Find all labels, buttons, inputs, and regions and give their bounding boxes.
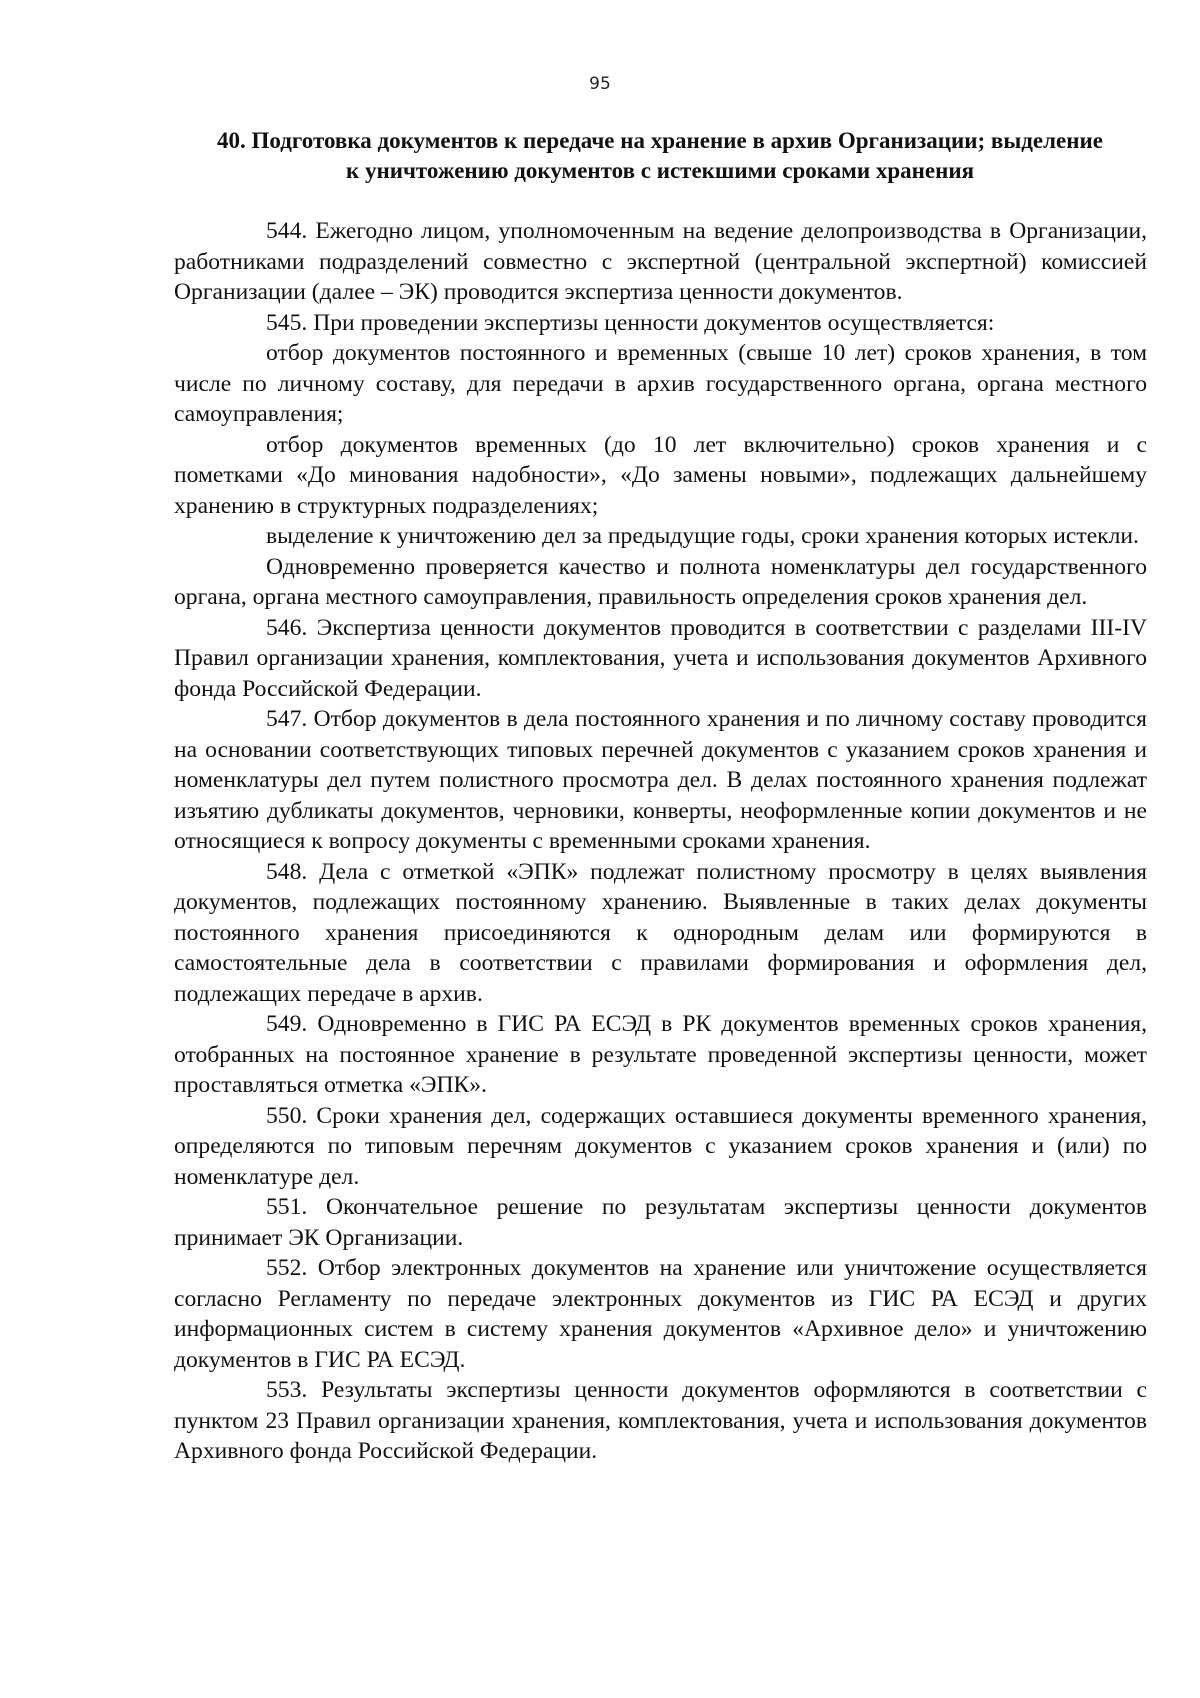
paragraph-551: 551. Окончательное решение по результатам экспертизы ценности документов принимает ЭК Организации.	[174, 1194, 1147, 1251]
section-heading	[170, 126, 1150, 186]
section-heading-line-2: к уничтожению документов с истекшими сроками хранения	[345, 158, 975, 183]
paragraph-552: 552. Отбор электронных документов на хранение или уничтожение осуществляется согласно Регламенту по передаче электронных документов из ГИС РА ЕСЭД и других информационных систем в систему хранения документов «Архивное дело» и уничтожению документов в ГИС РА ЕСЭД.	[174, 1255, 1147, 1373]
paragraph-545-item-3: выделение к уничтожению дел за предыдущие годы, сроки хранения которых истекли.	[266, 523, 1139, 549]
paragraph-550: 550. Сроки хранения дел, содержащих оставшиеся документы временного хранения, определяются по типовым перечням документов с указанием сроков хранения и (или) по номенклатуре дел.	[174, 1102, 1147, 1190]
paragraph-547: 547. Отбор документов в дела постоянного хранения и по личному составу проводится на основании соответствующих типовых перечней документов с указанием сроков хранения и номенклатуры дел путем полистного просмотра дел. В делах постоянного хранения подлежат изъятию дубликаты документов, черновики, конверты, неоформленные копии документов и не относящиеся к вопросу документы с временными сроками хранения.	[174, 706, 1147, 854]
body-text	[174, 216, 1147, 1467]
paragraph-545-item-1: отбор документов постоянного и временных (свыше 10 лет) сроков хранения, в том числе по личному составу, для передачи в архив государственного органа, органа местного самоуправления;	[174, 340, 1147, 427]
paragraph-549: 549. Одновременно в ГИС РА ЕСЭД в РК документов временных сроков хранения, отобранных на постоянное хранение в результате проведенной экспертизы ценности, может проставляться отметка «ЭПК».	[174, 1011, 1147, 1098]
paragraph-544: 544. Ежегодно лицом, уполномоченным на ведение делопроизводства в Организации, работниками подразделений совместно с экспертной (центральной экспертной) комиссией Организации (далее – ЭК) проводится экспертиза ценности документов.	[174, 218, 1147, 305]
page-number: 95	[589, 74, 611, 94]
paragraph-545-note: Одновременно проверяется качество и полнота номенклатуры дел государственного органа, органа местного самоуправления, правильность определения сроков хранения дел.	[174, 553, 1147, 610]
paragraph-548: 548. Дела с отметкой «ЭПК» подлежат полистному просмотру в целях выявления документов, подлежащих постоянному хранению. Выявленные в таких делах документы постоянного хранения присоединяются к однородным делам или формируются в самостоятельные дела в соответствии с правилами формирования и оформления дел, подлежащих передаче в архив.	[174, 858, 1147, 1007]
section-heading-line-1: 40. Подготовка документов к передаче на хранение в архив Организации; выделение	[217, 128, 1103, 153]
paragraph-546: 546. Экспертиза ценности документов проводится в соответствии с разделами III-IV Правил организации хранения, комплектования, учета и использования документов Архивного фонда Российской Федерации.	[174, 614, 1147, 702]
paragraph-545-item-2: отбор документов временных (до 10 лет включительно) сроков хранения и с пометками «До минования надобности», «До замены новыми», подлежащих дальнейшему хранению в структурных подразделениях;	[174, 431, 1147, 519]
paragraph-545: 545. При проведении экспертизы ценности документов осуществляется:	[266, 309, 995, 336]
paragraph-553: 553. Результаты экспертизы ценности документов оформляются в соответствии с пунктом 23 Правил организации хранения, комплектования, учета и использования документов Архивного фонда Российской Федерации.	[174, 1377, 1147, 1464]
